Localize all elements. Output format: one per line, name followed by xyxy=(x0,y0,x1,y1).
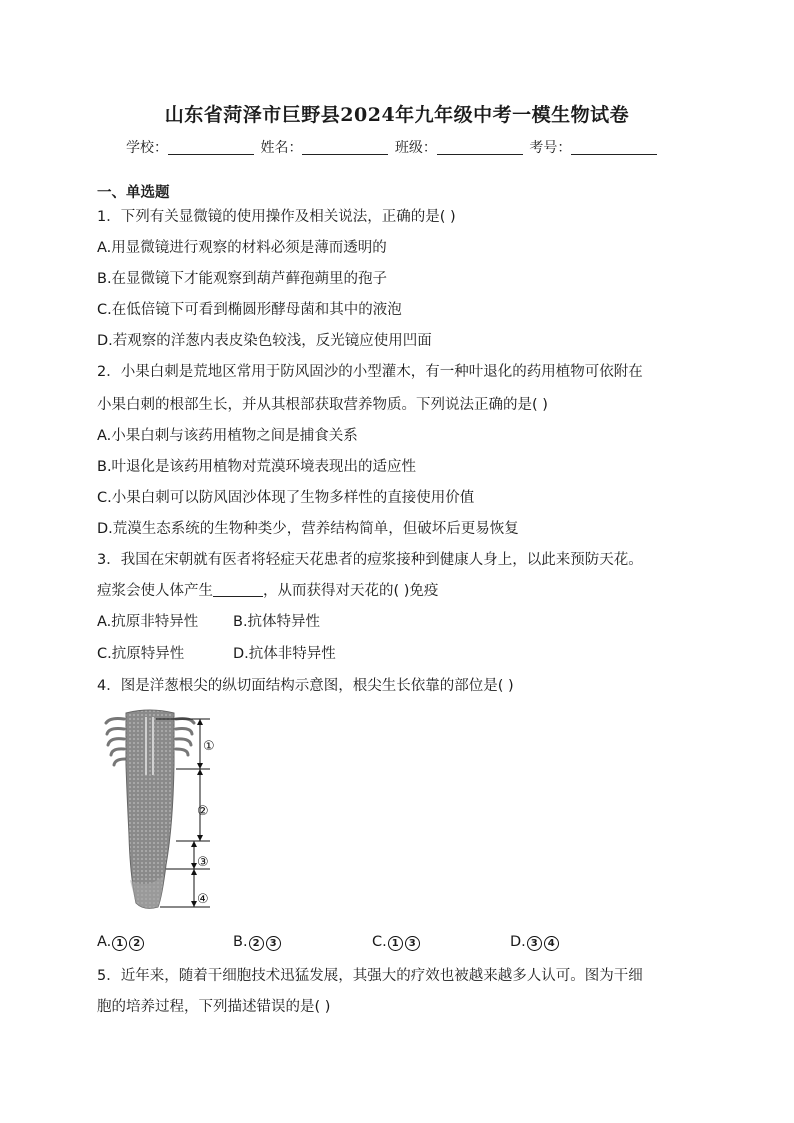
q1-option-c: C.在低倍镜下可看到椭圆形酵母菌和其中的液泡 xyxy=(97,302,402,318)
school-label: 学校： xyxy=(126,140,168,156)
q4-option-a xyxy=(97,934,145,951)
q4-option-d xyxy=(510,934,560,951)
q3-stem-line1: 3．我国在宋朝就有医者将轻症天花患者的痘浆接种到健康人身上，以此来预防天花。 xyxy=(97,552,643,568)
q1-option-b: B.在显微镜下才能观察到葫芦藓孢蒴里的孢子 xyxy=(97,271,388,287)
q4-option-d-num1: 3 xyxy=(527,936,542,951)
name-field[interactable] xyxy=(302,140,388,155)
onion-root-tip-figure xyxy=(100,705,230,915)
q2-option-c: C.小果白刺可以防风固沙体现了生物多样性的直接使用价值 xyxy=(97,490,475,506)
q3-option-a: A.抗原非特异性 xyxy=(97,614,199,630)
q4-option-a-num1: 1 xyxy=(112,936,127,951)
q4-option-c xyxy=(372,934,421,951)
q2-stem-line1: 2．小果白刺是荒地区常用于防风固沙的小型灌木，有一种叶退化的药用植物可依附在 xyxy=(97,364,643,380)
q3-option-c: C.抗原特异性 xyxy=(97,646,185,662)
q4-option-b-num2: 3 xyxy=(266,936,281,951)
q1-option-d: D.若观察的洋葱内表皮染色较浅，反光镜应使用凹面 xyxy=(97,333,432,349)
figure-label-3: ③ xyxy=(197,855,209,870)
q4-option-c-num1: 1 xyxy=(388,936,403,951)
q3-stem-line2 xyxy=(97,579,438,600)
q4-option-b-letter: B. xyxy=(233,934,248,950)
q3-option-d: D.抗体非特异性 xyxy=(233,646,336,662)
q5-stem-line2: 胞的培养过程，下列描述错误的是( ) xyxy=(97,999,331,1015)
q2-option-b: B.叶退化是该药用植物对荒漠环境表现出的适应性 xyxy=(97,459,417,475)
q5-stem-line1: 5．近年来，随着干细胞技术迅猛发展，其强大的疗效也被越来越多人认可。图为干细 xyxy=(97,968,643,984)
q4-option-b xyxy=(233,934,282,951)
class-label: 班级： xyxy=(394,140,437,156)
q1-option-a: A.用显微镜进行观察的材料必须是薄而透明的 xyxy=(97,240,387,256)
class-field[interactable] xyxy=(437,140,523,155)
q3-stem-part2: ，从而获得对天花的( )免疫 xyxy=(263,583,439,599)
q4-option-a-letter: A. xyxy=(97,934,112,950)
q2-option-d: D.荒漠生态系统的生物种类少，营养结构简单，但破坏后更易恢复 xyxy=(97,521,519,537)
q3-option-b: B.抗体特异性 xyxy=(233,614,321,630)
page-title: 山东省菏泽市巨野县2024年九年级中考一模生物试卷 xyxy=(164,104,630,126)
number-field[interactable] xyxy=(571,140,657,155)
q1-stem: 1．下列有关显微镜的使用操作及相关说法，正确的是( ) xyxy=(97,209,456,225)
q2-option-a: A.小果白刺与该药用植物之间是捕食关系 xyxy=(97,428,358,444)
q3-answer-blank[interactable] xyxy=(213,582,263,597)
figure-label-2: ② xyxy=(197,804,209,819)
q4-option-a-num2: 2 xyxy=(129,936,144,951)
q4-option-d-letter: D. xyxy=(510,934,526,950)
q4-stem: 4．图是洋葱根尖的纵切面结构示意图，根尖生长依靠的部位是( ) xyxy=(97,678,514,694)
q2-stem-line2: 小果白刺的根部生长，并从其根部获取营养物质。下列说法正确的是( ) xyxy=(97,397,548,413)
name-label: 姓名： xyxy=(260,140,303,156)
figure-label-1: ① xyxy=(203,739,215,754)
number-label: 考号： xyxy=(529,140,572,156)
q4-option-d-num2: 4 xyxy=(544,936,559,951)
school-field[interactable] xyxy=(168,140,254,155)
root-tip-drawing xyxy=(106,710,194,908)
q4-option-c-letter: C. xyxy=(372,934,387,950)
q4-option-c-num2: 3 xyxy=(405,936,420,951)
section-heading: 一、单选题 xyxy=(97,185,170,201)
q3-stem-part1: 痘浆会使人体产生 xyxy=(97,583,213,599)
figure-label-4: ④ xyxy=(197,892,209,907)
q4-option-b-num1: 2 xyxy=(249,936,264,951)
student-info xyxy=(126,137,659,157)
